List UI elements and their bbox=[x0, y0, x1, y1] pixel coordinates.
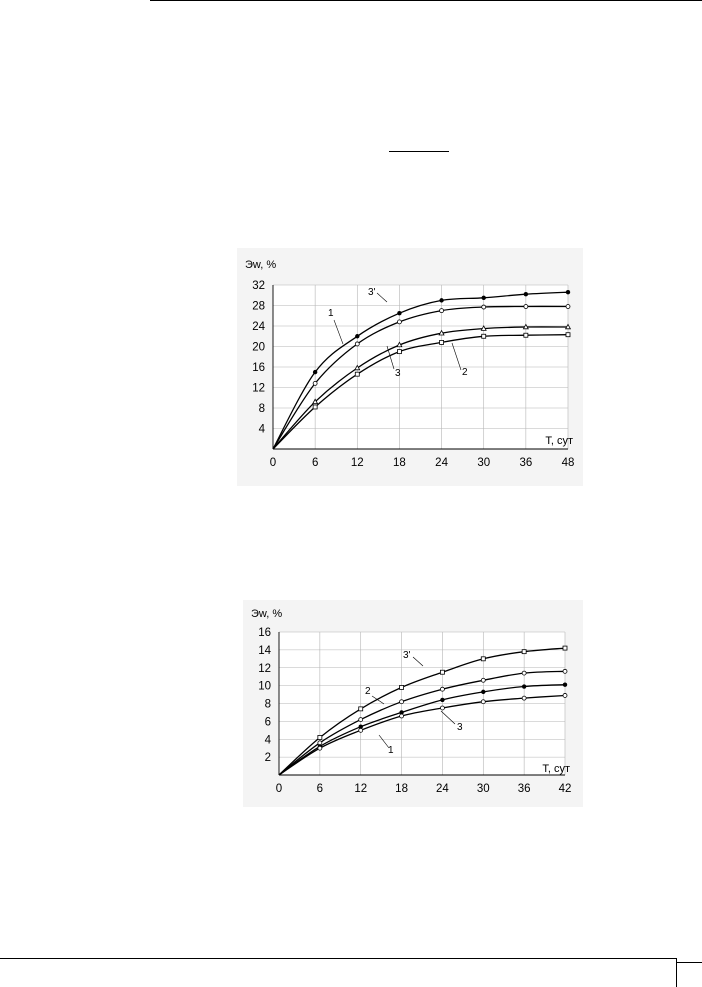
data-point-0 bbox=[318, 746, 322, 750]
y-tick-label: 10 bbox=[258, 680, 271, 693]
x-tick-label: 24 bbox=[435, 457, 448, 469]
data-point-4 bbox=[481, 657, 485, 661]
y-tick-label: 16 bbox=[258, 627, 271, 639]
y-tick-label: 16 bbox=[252, 362, 265, 374]
y-tick-label: 20 bbox=[252, 341, 265, 354]
x-tick-label: 42 bbox=[558, 783, 572, 795]
x-tick-label: 30 bbox=[476, 783, 490, 795]
data-point-1 bbox=[359, 728, 363, 732]
data-point-6 bbox=[563, 693, 567, 697]
data-point-3 bbox=[440, 340, 444, 344]
series-label: 3' bbox=[403, 650, 411, 661]
data-point-5 bbox=[522, 650, 526, 654]
y-tick-label: 24 bbox=[252, 321, 265, 333]
x-tick-label: 6 bbox=[311, 457, 319, 469]
y-tick-label: 4 bbox=[258, 423, 265, 436]
x-axis-label: Т, сут bbox=[545, 435, 573, 447]
series-label: 2 bbox=[462, 367, 468, 378]
x-tick-label: 0 bbox=[275, 783, 283, 795]
x-tick-label: 6 bbox=[316, 783, 324, 795]
page-number-box-top bbox=[676, 962, 702, 963]
data-point-2 bbox=[400, 700, 404, 704]
data-point-5 bbox=[524, 305, 528, 309]
y-tick-label: 32 bbox=[252, 280, 265, 292]
x-tick-label: 18 bbox=[393, 457, 406, 469]
chart-2 bbox=[243, 600, 583, 807]
series-label: 1 bbox=[388, 745, 394, 756]
data-point-2 bbox=[400, 685, 404, 689]
x-tick-label: 36 bbox=[519, 457, 533, 469]
y-tick-label: 28 bbox=[252, 300, 265, 313]
data-point-0 bbox=[313, 405, 317, 409]
data-point-1 bbox=[355, 334, 359, 338]
chart-1-panel bbox=[237, 248, 583, 486]
data-point-1 bbox=[355, 342, 359, 346]
x-tick-label: 12 bbox=[354, 783, 368, 795]
y-tick-label: 14 bbox=[258, 644, 271, 657]
data-point-4 bbox=[482, 296, 486, 300]
footer-rule bbox=[0, 958, 676, 959]
x-tick-label: 30 bbox=[477, 457, 491, 469]
data-point-3 bbox=[439, 298, 443, 302]
data-point-0 bbox=[313, 381, 317, 385]
x-tick-label: 0 bbox=[269, 457, 277, 469]
data-point-6 bbox=[563, 646, 567, 650]
y-tick-label: 4 bbox=[264, 734, 271, 747]
series-label: 1 bbox=[328, 308, 334, 319]
data-point-1 bbox=[359, 707, 363, 711]
y-tick-label: 6 bbox=[264, 716, 271, 729]
y-tick-label: 2 bbox=[264, 752, 271, 765]
data-point-4 bbox=[481, 700, 485, 704]
data-point-2 bbox=[400, 714, 404, 718]
data-point-0 bbox=[318, 735, 322, 739]
data-point-5 bbox=[524, 292, 528, 296]
data-point-5 bbox=[522, 671, 526, 675]
header-rule bbox=[150, 0, 702, 1]
series-label: 3 bbox=[395, 368, 401, 379]
data-point-6 bbox=[566, 333, 570, 337]
y-tick-label: 8 bbox=[258, 403, 265, 415]
data-point-6 bbox=[566, 305, 570, 309]
x-tick-label: 24 bbox=[436, 783, 449, 795]
series-label: 3 bbox=[457, 722, 463, 733]
data-point-2 bbox=[397, 350, 401, 354]
data-point-3 bbox=[440, 309, 444, 313]
chart-1 bbox=[237, 248, 583, 486]
data-point-2 bbox=[397, 320, 401, 324]
y-axis-label: Эw, % bbox=[245, 259, 277, 271]
data-point-3 bbox=[440, 706, 444, 710]
data-point-3 bbox=[440, 670, 444, 674]
data-point-4 bbox=[481, 678, 485, 682]
data-point-6 bbox=[563, 683, 567, 687]
data-point-5 bbox=[522, 684, 526, 688]
data-point-6 bbox=[566, 290, 570, 294]
y-tick-label: 12 bbox=[252, 382, 265, 395]
y-tick-label: 12 bbox=[258, 662, 271, 675]
x-axis-label: Т, сут bbox=[542, 763, 570, 775]
x-tick-label: 48 bbox=[561, 457, 575, 469]
separator-rule bbox=[389, 151, 449, 152]
data-point-4 bbox=[482, 305, 486, 309]
data-point-5 bbox=[524, 333, 528, 337]
data-point-5 bbox=[522, 696, 526, 700]
chart-2-panel bbox=[243, 600, 583, 807]
x-tick-label: 18 bbox=[395, 783, 408, 795]
data-point-0 bbox=[313, 370, 317, 374]
series-label: 3' bbox=[368, 287, 376, 298]
data-point-4 bbox=[481, 690, 485, 694]
x-tick-label: 12 bbox=[350, 457, 364, 469]
series-label: 2 bbox=[365, 686, 371, 697]
data-point-3 bbox=[440, 698, 444, 702]
data-point-3 bbox=[440, 687, 444, 691]
data-point-1 bbox=[355, 372, 359, 376]
y-axis-label: Эw, % bbox=[251, 608, 283, 620]
x-tick-label: 36 bbox=[517, 783, 531, 795]
data-point-2 bbox=[397, 311, 401, 315]
y-tick-label: 8 bbox=[264, 698, 271, 711]
data-point-1 bbox=[359, 718, 363, 722]
data-point-4 bbox=[482, 334, 486, 338]
data-point-6 bbox=[563, 669, 567, 673]
